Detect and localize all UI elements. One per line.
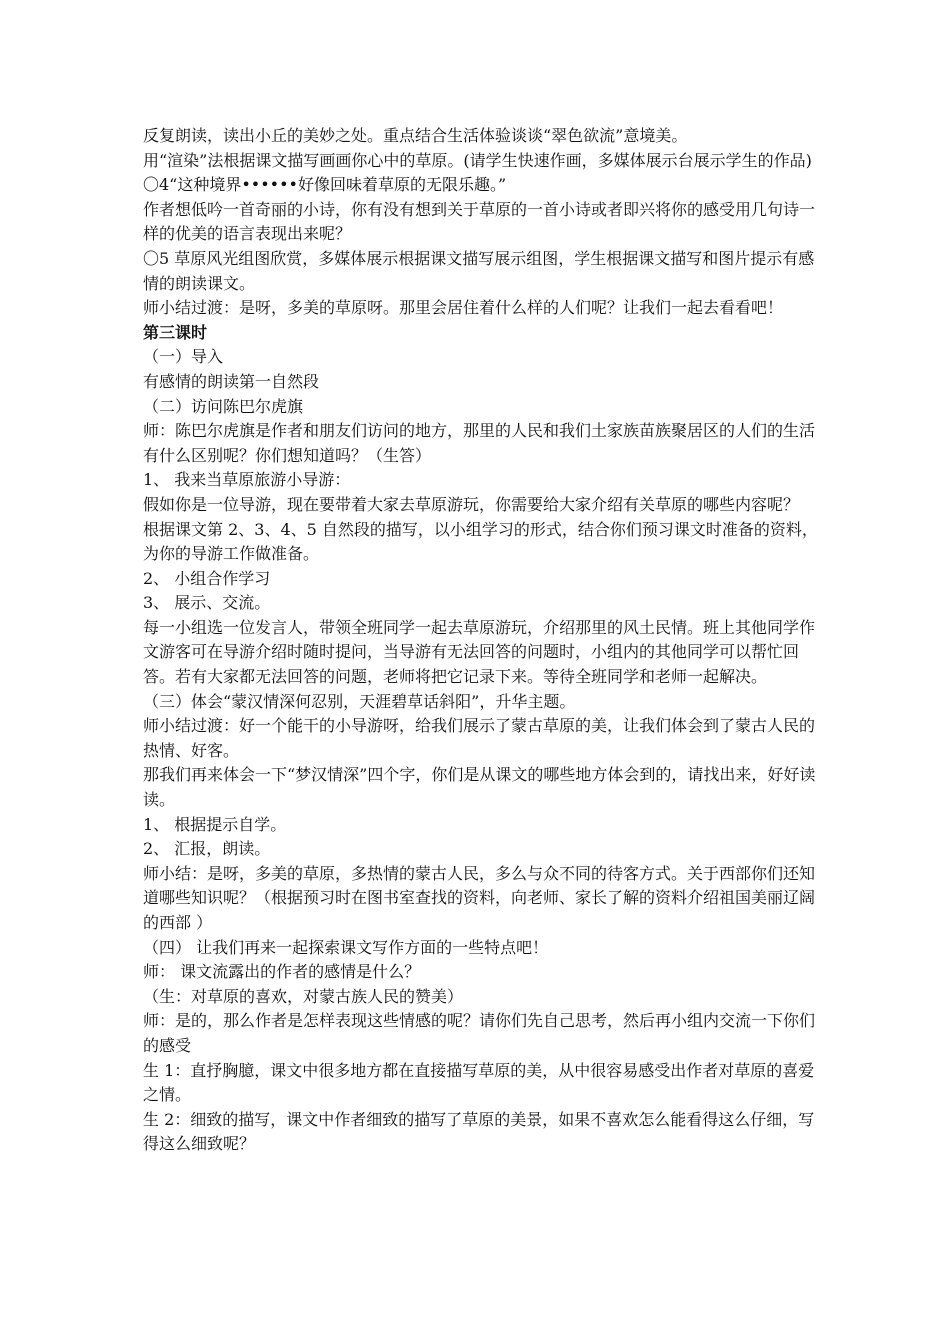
- paragraph: 〇4“这种境界••••••好像回味着草原的无限乐趣。”: [143, 175, 507, 195]
- paragraph: 那我们再来体会一下“梦汉情深”四个字，你们是从课文的哪些地方体会到的，请找出来，好好读读。: [143, 765, 816, 810]
- paragraph: 用“渲染”法根据课文描写画画你心中的草原。(请学生快速作画，多媒体展示台展示学生的作品): [143, 150, 812, 170]
- paragraph: 2、 汇报，朗读。: [143, 839, 271, 859]
- section-heading: 第三课时: [143, 322, 208, 342]
- paragraph: 假如你是一位导游，现在要带着大家去草原游玩，你需要给大家介绍有关草原的哪些内容呢？: [143, 494, 800, 514]
- paragraph: 1、 根据提示自学。: [143, 814, 287, 834]
- paragraph: 有感情的朗读第一自然段: [143, 371, 320, 391]
- paragraph: 1、 我来当草原旅游小导游：: [143, 470, 351, 490]
- paragraph: 生 1：直抒胸臆，课文中很多地方都在直接描写草原的美，从中很容易感受出作者对草原的喜爱之情。: [143, 1060, 815, 1105]
- paragraph: 师小结过渡：好一个能干的小导游呀，给我们展示了蒙古草原的美，让我们体会到了蒙古人民的热情、好客。: [143, 716, 816, 760]
- paragraph: 生 2：细致的描写，课文中作者细致的描写了草原的美景，如果不喜欢怎么能看得这么仔细，写得这么细致呢？: [143, 1109, 815, 1154]
- paragraph: 2、 小组合作学习: [143, 568, 271, 588]
- paragraph: 作者想低吟一首奇丽的小诗，你有没有想到关于草原的一首小诗或者即兴将你的感受用几句诗一样的优美的语言表现出来呢？: [143, 199, 816, 244]
- paragraph: 3、 展示、交流。: [143, 593, 271, 613]
- paragraph: 师：是的，那么作者是怎样表现这些情感的呢？请你们先自己思考，然后再小组内交流一下你们的感受: [143, 1011, 816, 1055]
- paragraph: （三）体会“蒙汉情深何忍别，天涯碧草话斜阳”，升华主题。: [143, 691, 576, 711]
- document-body: [143, 124, 823, 1157]
- paragraph: （二）访问陈巴尔虎旗: [143, 396, 304, 416]
- paragraph: 师：陈巴尔虎旗是作者和朋友们访问的地方，那里的人民和我们土家族苗族聚居区的人们的生活有什么区别呢？你们想知道吗？（生答）: [143, 421, 816, 465]
- paragraph: 〇5 草原风光组图欣赏，多媒体展示根据课文描写展示组图，学生根据课文描写和图片提示有感情的朗读课文。: [143, 248, 815, 293]
- paragraph: 师小结：是呀，多美的草原，多热情的蒙古人民，多么与众不同的待客方式。关于西部你们还知道哪些知识呢？（根据预习时在图书室查找的资料，向老师、家长了解的资料介绍祖国美丽辽阔的西部 ）: [143, 863, 816, 932]
- paragraph: 反复朗读，读出小丘的美妙之处。重点结合生活体验谈谈“翠色欲流”意境美。: [143, 126, 688, 145]
- paragraph: 每一小组选一位发言人，带领全班同学一起去草原游玩，介绍那里的风土民情。班上其他同学作文游客可在导游介绍时随时提问，当导游有无法回答的问题时，小组内的其他同学可以帮忙回答。若有大家都无法回答的问题，老师将把它记录下来。等待全班同学和老师一起解决。: [143, 617, 816, 687]
- paragraph: （一）导入: [143, 347, 224, 367]
- paragraph: 师： 课文流露出的作者的感情是什么？: [143, 962, 421, 982]
- paragraph: （四） 让我们再来一起探索课文写作方面的一些特点吧！: [143, 937, 549, 957]
- paragraph: （生：对草原的喜欢，对蒙古族人民的赞美）: [143, 986, 464, 1006]
- paragraph: 师小结过渡：是呀，多美的草原呀。那里会居住着什么样的人们呢？让我们一起去看看吧！: [143, 298, 784, 318]
- paragraph: 根据课文第 2、3、4、5 自然段的描写，以小组学习的形式，结合你们预习课文时准备的资料，为你的导游工作做准备。: [143, 519, 818, 564]
